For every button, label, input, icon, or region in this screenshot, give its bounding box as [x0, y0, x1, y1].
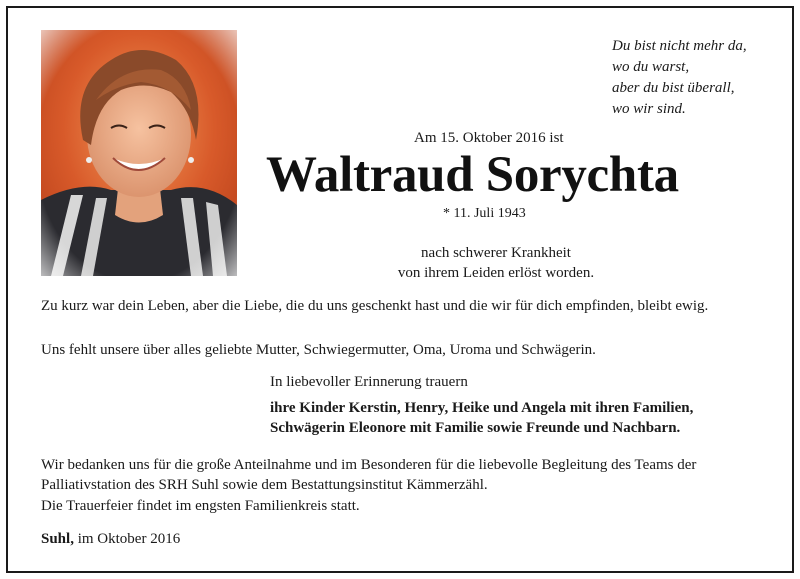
illness-line: nach schwerer Krankheit	[421, 245, 571, 261]
poem-line: wo du warst,	[612, 59, 690, 75]
poem-line: aber du bist überall,	[612, 80, 735, 96]
thanks-paragraph: Wir bedanken uns für die große Anteilnahme und im Besonderen für die liebevolle Begleitung des Teams der Palliativstation des SRH Suhl sowie dem Bestattungsinstitut Kämmerzähl.	[41, 457, 697, 493]
mourners-list	[270, 398, 693, 438]
poem	[612, 36, 747, 120]
place-date: im Oktober 2016	[73, 531, 181, 547]
mourners-line: ihre Kinder Kerstin, Henry, Heike und Angela mit ihren Familien,	[270, 400, 694, 416]
place-date-line	[41, 531, 180, 548]
poem-line: wo wir sind.	[612, 101, 686, 117]
tribute-paragraph: Zu kurz war dein Leben, aber die Liebe, die du uns geschenkt hast und die wir für dich empfinden, bleibt ewig.	[41, 298, 709, 314]
portrait-photo-icon	[41, 30, 237, 276]
mourners-line: Schwägerin Eleonore mit Familie sowie Freunde und Nachbarn.	[270, 420, 681, 436]
mourning-intro: In liebevoller Erinnerung trauern	[270, 374, 468, 390]
poem-line: Du bist nicht mehr da,	[612, 38, 747, 54]
illness-statement	[380, 243, 612, 283]
deceased-name: Waltraud Sorychta	[266, 147, 679, 203]
funeral-paragraph: Die Trauerfeier findet im engsten Familienkreis statt.	[41, 498, 360, 514]
birth-date: * 11. Juli 1943	[443, 206, 526, 221]
illness-line: von ihrem Leiden erlöst worden.	[397, 265, 595, 281]
death-date-intro: Am 15. Oktober 2016 ist	[414, 130, 564, 146]
place-name: Suhl,	[41, 531, 74, 547]
portrait-photo	[41, 30, 237, 276]
family-paragraph: Uns fehlt unsere über alles geliebte Mutter, Schwiegermutter, Oma, Uroma und Schwägerin.	[41, 342, 596, 358]
